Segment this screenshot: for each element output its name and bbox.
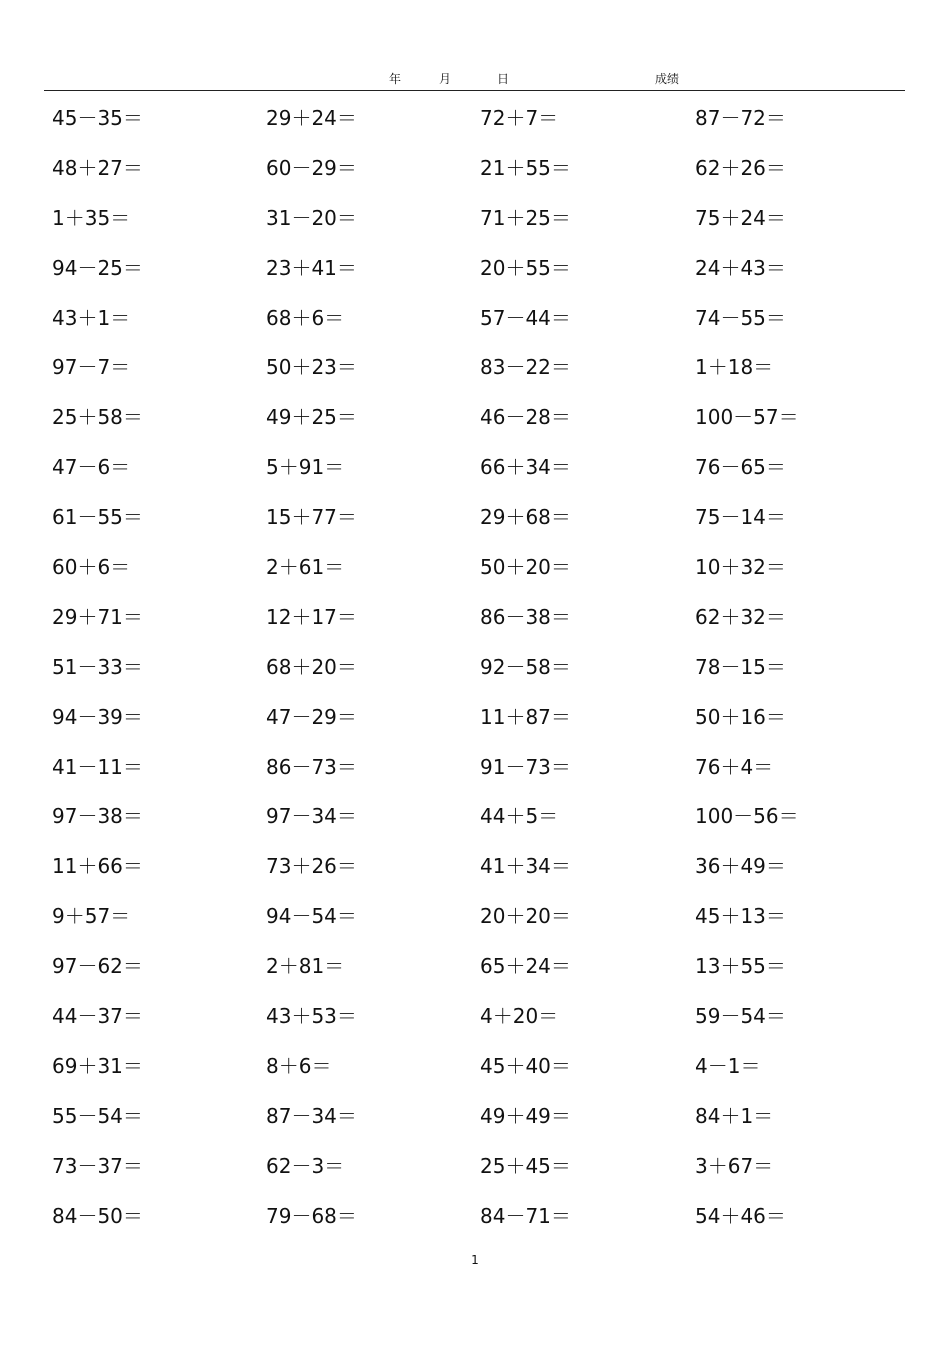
math-problem: 23＋41＝	[266, 255, 357, 280]
math-problem: 97－34＝	[266, 804, 357, 829]
math-problem: 44－37＝	[52, 1004, 143, 1029]
math-problem: 29＋71＝	[52, 604, 143, 629]
problem-row	[52, 353, 912, 403]
math-problem: 72＋7＝	[480, 106, 559, 130]
day-label: 日	[497, 72, 510, 86]
math-problem: 51－33＝	[52, 654, 143, 679]
problem-row	[52, 952, 912, 1002]
problem-row	[52, 703, 912, 753]
math-problem: 4＋20＝	[480, 1004, 559, 1029]
math-problem: 13＋55＝	[695, 954, 786, 979]
math-problem: 47－6＝	[52, 455, 131, 480]
worksheet-header	[0, 70, 950, 88]
math-problem: 31－20＝	[266, 205, 357, 230]
math-problem: 59－54＝	[695, 1004, 786, 1029]
math-problem: 74－55＝	[695, 305, 786, 330]
problem-row	[52, 902, 912, 952]
math-problem: 62－3＝	[266, 1153, 345, 1178]
problem-row	[52, 802, 912, 852]
problem-row	[52, 204, 912, 254]
math-problem: 68＋6＝	[266, 305, 345, 330]
math-problem: 62＋26＝	[695, 155, 786, 180]
math-problem: 36＋49＝	[695, 854, 786, 879]
math-problem: 41＋34＝	[480, 854, 571, 879]
math-problem: 75＋24＝	[695, 205, 786, 230]
math-problem: 94－54＝	[266, 904, 357, 929]
math-problem: 1＋35＝	[52, 205, 131, 230]
math-problem: 9＋57＝	[52, 904, 131, 929]
math-problem: 1＋18＝	[695, 355, 774, 380]
score-label: 成绩	[655, 72, 680, 86]
math-problem: 73＋26＝	[266, 854, 357, 879]
math-problem: 50＋20＝	[480, 555, 571, 580]
math-problem: 25＋45＝	[480, 1153, 571, 1178]
math-problem: 100－56＝	[695, 804, 799, 829]
math-problem: 76－65＝	[695, 455, 786, 480]
math-problem: 71＋25＝	[480, 205, 571, 230]
problem-row	[52, 104, 912, 154]
problem-row	[52, 553, 912, 603]
math-problem: 66＋34＝	[480, 455, 571, 480]
math-problem: 47－29＝	[266, 704, 357, 729]
problem-row	[52, 1102, 912, 1152]
math-problem: 45＋13＝	[695, 904, 786, 929]
math-problem: 84－50＝	[52, 1203, 143, 1228]
math-problem: 50＋23＝	[266, 355, 357, 380]
problem-row	[52, 254, 912, 304]
problem-grid	[52, 104, 912, 1251]
math-problem: 10＋32＝	[695, 555, 786, 580]
math-problem: 61－55＝	[52, 505, 143, 530]
math-problem: 86－38＝	[480, 604, 571, 629]
math-problem: 29＋24＝	[266, 106, 357, 130]
math-problem: 87－72＝	[695, 106, 786, 130]
year-label: 年	[389, 72, 402, 86]
math-problem: 97－62＝	[52, 954, 143, 979]
math-problem: 44＋5＝	[480, 804, 559, 829]
math-problem: 75－14＝	[695, 505, 786, 530]
math-problem: 69＋31＝	[52, 1053, 143, 1078]
math-problem: 2＋61＝	[266, 555, 345, 580]
math-problem: 48＋27＝	[52, 155, 143, 180]
problem-row	[52, 403, 912, 453]
math-problem: 2＋81＝	[266, 954, 345, 979]
math-problem: 68＋20＝	[266, 654, 357, 679]
page-number: 1	[471, 1253, 479, 1267]
problem-row	[52, 1002, 912, 1052]
math-problem: 91－73＝	[480, 754, 571, 779]
math-problem: 97－7＝	[52, 355, 131, 380]
math-problem: 49＋49＝	[480, 1103, 571, 1128]
math-problem: 11＋66＝	[52, 854, 143, 879]
math-problem: 60－29＝	[266, 155, 357, 180]
math-problem: 24＋43＝	[695, 255, 786, 280]
math-problem: 50＋16＝	[695, 704, 786, 729]
math-problem: 86－73＝	[266, 754, 357, 779]
math-problem: 8＋6＝	[266, 1053, 332, 1078]
math-problem: 54＋46＝	[695, 1203, 786, 1228]
math-problem: 43＋1＝	[52, 305, 131, 330]
math-problem: 79－68＝	[266, 1203, 357, 1228]
math-problem: 25＋58＝	[52, 405, 143, 430]
math-problem: 20＋20＝	[480, 904, 571, 929]
math-problem: 55－54＝	[52, 1103, 143, 1128]
math-problem: 15＋77＝	[266, 505, 357, 530]
math-problem: 21＋55＝	[480, 155, 571, 180]
problem-row	[52, 453, 912, 503]
math-problem: 73－37＝	[52, 1153, 143, 1178]
math-problem: 20＋55＝	[480, 255, 571, 280]
problem-row	[52, 304, 912, 354]
problem-row	[52, 603, 912, 653]
math-problem: 65＋24＝	[480, 954, 571, 979]
math-problem: 43＋53＝	[266, 1004, 357, 1029]
math-problem: 76＋4＝	[695, 754, 774, 779]
problem-row	[52, 753, 912, 803]
problem-row	[52, 1202, 912, 1252]
problem-row	[52, 154, 912, 204]
math-problem: 100－57＝	[695, 405, 799, 430]
math-problem: 3＋67＝	[695, 1153, 774, 1178]
header-divider	[44, 90, 905, 91]
math-problem: 83－22＝	[480, 355, 571, 380]
math-problem: 45－35＝	[52, 106, 143, 130]
math-problem: 4－1＝	[695, 1053, 761, 1078]
math-problem: 5＋91＝	[266, 455, 345, 480]
math-problem: 45＋40＝	[480, 1053, 571, 1078]
math-problem: 87－34＝	[266, 1103, 357, 1128]
month-label: 月	[439, 72, 452, 86]
math-problem: 60＋6＝	[52, 555, 131, 580]
math-problem: 11＋87＝	[480, 704, 571, 729]
problem-row	[52, 653, 912, 703]
math-problem: 57－44＝	[480, 305, 571, 330]
math-problem: 78－15＝	[695, 654, 786, 679]
problem-row	[52, 1152, 912, 1202]
math-problem: 49＋25＝	[266, 405, 357, 430]
math-problem: 62＋32＝	[695, 604, 786, 629]
math-problem: 84－71＝	[480, 1203, 571, 1228]
math-problem: 12＋17＝	[266, 604, 357, 629]
problem-row	[52, 1052, 912, 1102]
math-problem: 41－11＝	[52, 754, 143, 779]
math-problem: 94－39＝	[52, 704, 143, 729]
problem-row	[52, 503, 912, 553]
math-problem: 94－25＝	[52, 255, 143, 280]
math-problem: 29＋68＝	[480, 505, 571, 530]
math-problem: 46－28＝	[480, 405, 571, 430]
problem-row	[52, 852, 912, 902]
math-problem: 84＋1＝	[695, 1103, 774, 1128]
math-problem: 97－38＝	[52, 804, 143, 829]
math-problem: 92－58＝	[480, 654, 571, 679]
